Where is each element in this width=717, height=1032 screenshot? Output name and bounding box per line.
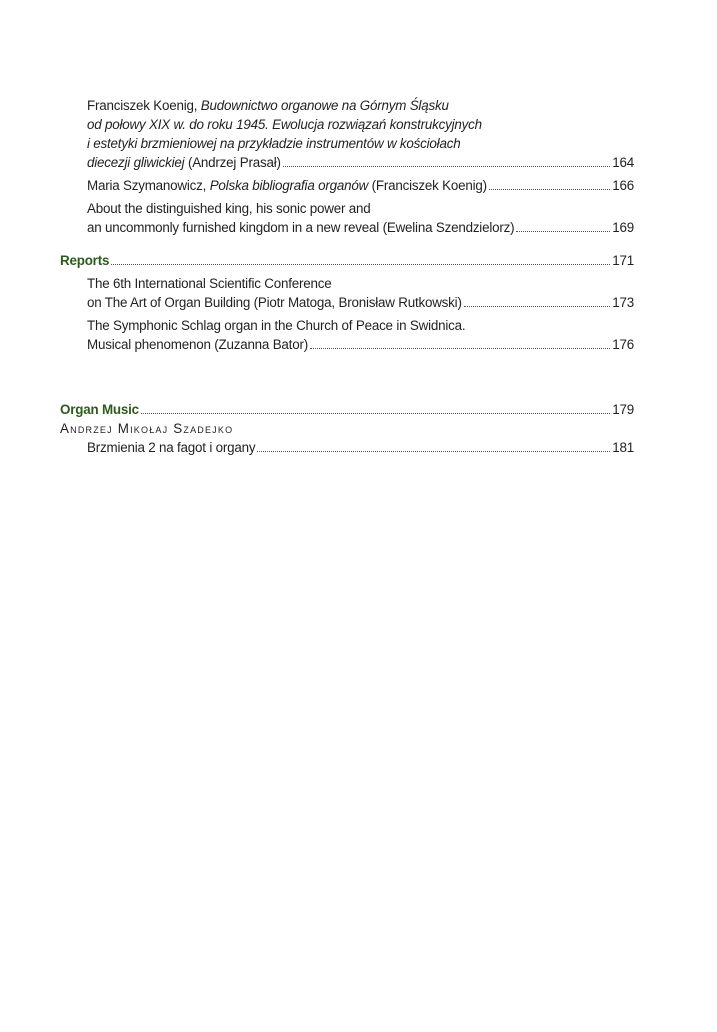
toc-entry-koenig[interactable] xyxy=(60,96,634,172)
table-of-contents xyxy=(60,96,634,457)
entry-title: Brzmienia 2 na fagot i organy xyxy=(87,440,256,455)
section-organ-music xyxy=(60,400,634,457)
dot-leader xyxy=(516,231,610,232)
toc-entry-szymanowicz[interactable] xyxy=(60,176,634,195)
entry-title: The Symphonic Schlag organ in the Church of Peace in Swidnica. xyxy=(87,318,466,333)
entry-title: Musical phenomenon (Zuzanna Bator) xyxy=(87,337,308,352)
dot-leader xyxy=(464,306,611,307)
section-heading: Organ Music xyxy=(60,402,139,417)
section-heading: Reports xyxy=(60,253,110,268)
page-number: 179 xyxy=(612,402,634,417)
toc-entry-brzmienia[interactable] xyxy=(60,438,634,457)
section-heading-organ-music[interactable] xyxy=(60,400,634,419)
entry-reviewer: (Franciszek Koenig) xyxy=(368,178,487,193)
dot-leader xyxy=(283,166,611,167)
page-number: 171 xyxy=(612,253,634,268)
page-number: 164 xyxy=(612,155,634,170)
entry-reviewer: (Andrzej Prasał) xyxy=(184,155,281,170)
entry-title: an uncommonly furnished kingdom in a new reveal (Ewelina Szendzielorz) xyxy=(87,220,515,235)
page-number: 176 xyxy=(612,337,634,352)
entry-title: i estetyki brzmieniowej na przykładzie instrumentów w kościołach xyxy=(87,136,461,151)
composer-name: Andrzej Mikołaj Szadejko xyxy=(60,421,234,436)
page-number: 169 xyxy=(612,220,634,235)
entry-title: on The Art of Organ Building (Piotr Matoga, Bronisław Rutkowski) xyxy=(87,295,462,310)
entry-title: Budownictwo organowe na Górnym Śląsku xyxy=(200,98,449,113)
page-number: 173 xyxy=(612,295,634,310)
toc-entry-schlag-organ[interactable] xyxy=(60,316,634,354)
dot-leader xyxy=(310,348,610,349)
dot-leader xyxy=(111,264,610,265)
dot-leader xyxy=(489,189,610,190)
entry-author: Maria Szymanowicz, xyxy=(87,178,210,193)
section-reports xyxy=(60,251,634,354)
section-heading-reports[interactable] xyxy=(60,251,634,270)
entry-title: od połowy XIX w. do roku 1945. Ewolucja rozwiązań konstrukcyjnych xyxy=(87,117,482,132)
toc-entry-conference[interactable] xyxy=(60,274,634,312)
entry-title: Polska bibliografia organów xyxy=(209,178,369,193)
toc-entry-king[interactable] xyxy=(60,199,634,237)
entry-title: diecezji gliwickiej xyxy=(87,155,185,170)
page-number: 166 xyxy=(612,178,634,193)
page-number: 181 xyxy=(612,440,634,455)
entry-title: About the distinguished king, his sonic power and xyxy=(87,201,371,216)
entry-title: The 6th International Scientific Conference xyxy=(87,276,332,291)
dot-leader xyxy=(257,451,610,452)
dot-leader xyxy=(141,413,610,414)
entry-author: Franciszek Koenig, xyxy=(87,98,201,113)
